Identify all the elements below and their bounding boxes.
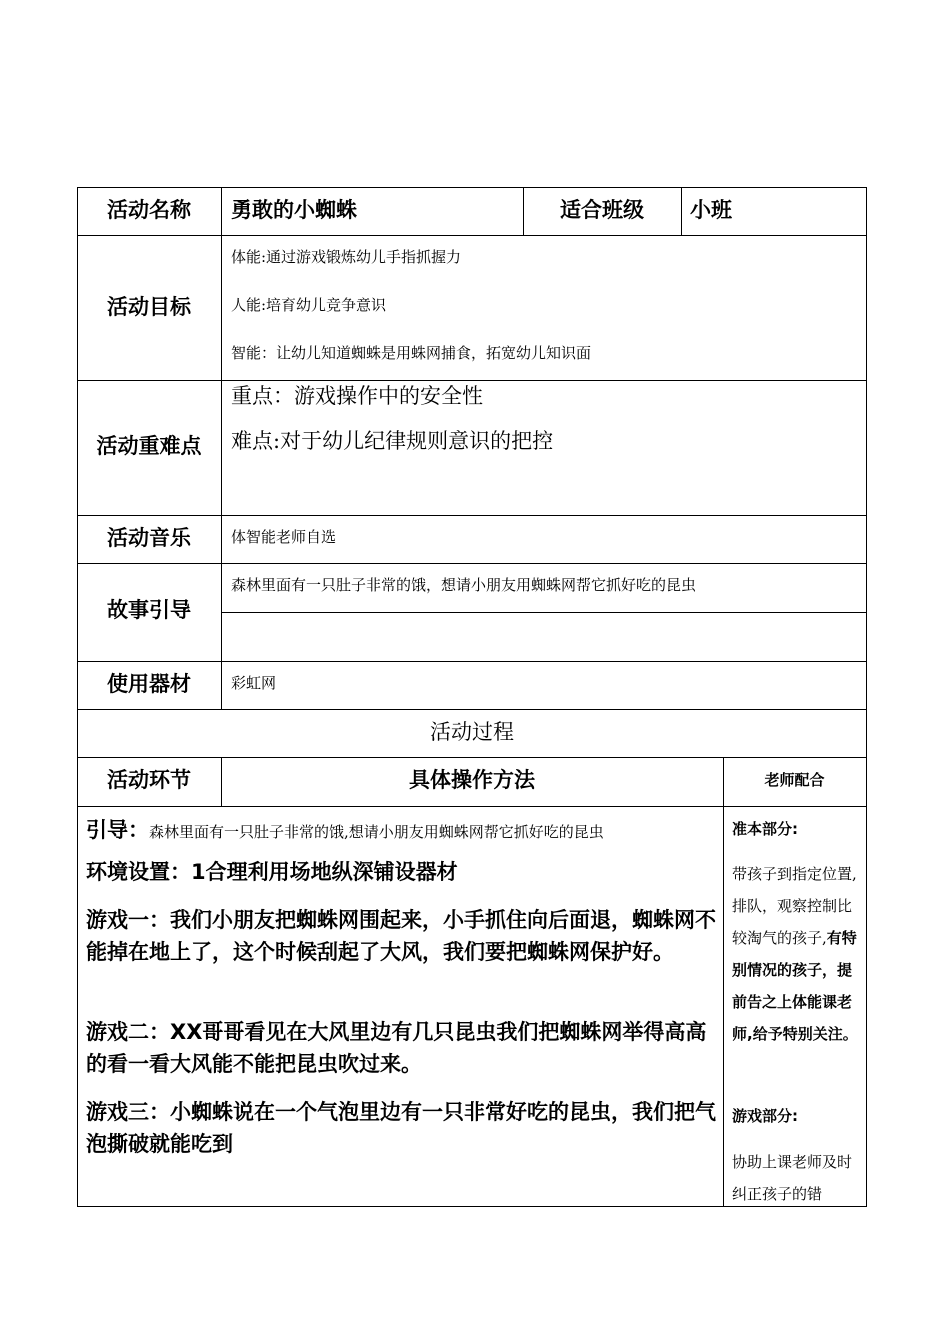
grid-line xyxy=(77,563,867,564)
equipment-label: 使用器材 xyxy=(107,672,191,696)
grid-line xyxy=(77,757,867,758)
grid-line xyxy=(866,187,867,1207)
grid-line xyxy=(723,757,724,1207)
intro-text: 森林里面有一只肚子非常的饿,想请小朋友用蜘蛛网帮它抓好吃的昆虫 xyxy=(149,823,604,841)
difficulty-text: 难点:对于幼儿纪律规则意识的把控 xyxy=(231,429,554,453)
prep-text-part: 带孩子到指定位置,排队，观察控制比较淘气的孩子, xyxy=(732,865,857,947)
game-section-title: 游戏部分: xyxy=(732,1107,798,1125)
goal-item: 体能:通过游戏锻炼幼儿手指抓握力 xyxy=(231,248,462,266)
grid-line xyxy=(77,661,867,662)
equipment-value: 彩虹网 xyxy=(231,674,277,692)
story-label: 故事引导 xyxy=(107,598,191,622)
teacher-column-header: 老师配合 xyxy=(764,771,825,789)
game-two-text: 游戏二：XX哥哥看见在大风里边有几只昆虫我们把蜘蛛网举得高高的看一看大风能不能把昆虫吹过来。 xyxy=(86,1020,707,1076)
grid-line xyxy=(77,235,867,236)
class-value: 小班 xyxy=(690,198,732,222)
stage-column-header: 活动环节 xyxy=(107,768,191,792)
grid-line xyxy=(221,187,222,709)
setup-text: 环境设置：1合理利用场地纵深铺设器材 xyxy=(86,860,458,884)
focus-text: 重点：游戏操作中的安全性 xyxy=(231,384,483,408)
game-one-text: 游戏一：我们小朋友把蜘蛛网围起来，小手抓住向后面退，蜘蛛网不能掉在地上了，这个时候刮起了大风，我们要把蜘蛛网保护好。 xyxy=(86,908,716,964)
music-value: 体智能老师自选 xyxy=(231,528,337,546)
grid-line xyxy=(77,515,867,516)
process-title: 活动过程 xyxy=(430,720,514,744)
prep-text xyxy=(732,858,862,1050)
prep-title: 准本部分: xyxy=(732,820,798,838)
grid-line xyxy=(681,187,682,235)
story-value: 森林里面有一只肚子非常的饿，想请小朋友用蜘蛛网帮它抓好吃的昆虫 xyxy=(231,576,697,594)
prep-text-emphasis: 有特别情况的孩子，提前告之上体能课老师,给予特别关注。 xyxy=(732,929,858,1043)
goal-item: 智能：让幼儿知道蜘蛛是用蛛网捕食，拓宽幼儿知识面 xyxy=(231,344,592,362)
grid-line xyxy=(77,806,867,807)
intro-label: 引导： xyxy=(86,818,149,842)
method-column-header: 具体操作方法 xyxy=(409,768,535,792)
key-points-label: 活动重难点 xyxy=(96,434,202,458)
activity-name-value: 勇敢的小蜘蛛 xyxy=(231,198,357,222)
goal-label: 活动目标 xyxy=(107,295,191,319)
intro-line xyxy=(86,814,716,844)
class-label: 适合班级 xyxy=(560,198,644,222)
grid-line xyxy=(77,709,867,710)
grid-line xyxy=(221,612,867,613)
activity-name-label: 活动名称 xyxy=(107,198,191,222)
game-section-text: 协助上课老师及时纠正孩子的错 xyxy=(732,1153,853,1203)
grid-line xyxy=(77,187,867,188)
goal-item: 人能:培育幼儿竞争意识 xyxy=(231,296,387,314)
music-label: 活动音乐 xyxy=(107,526,191,550)
game-three-text: 游戏三：小蜘蛛说在一个气泡里边有一只非常好吃的昆虫，我们把气泡撕破就能吃到 xyxy=(86,1100,716,1156)
